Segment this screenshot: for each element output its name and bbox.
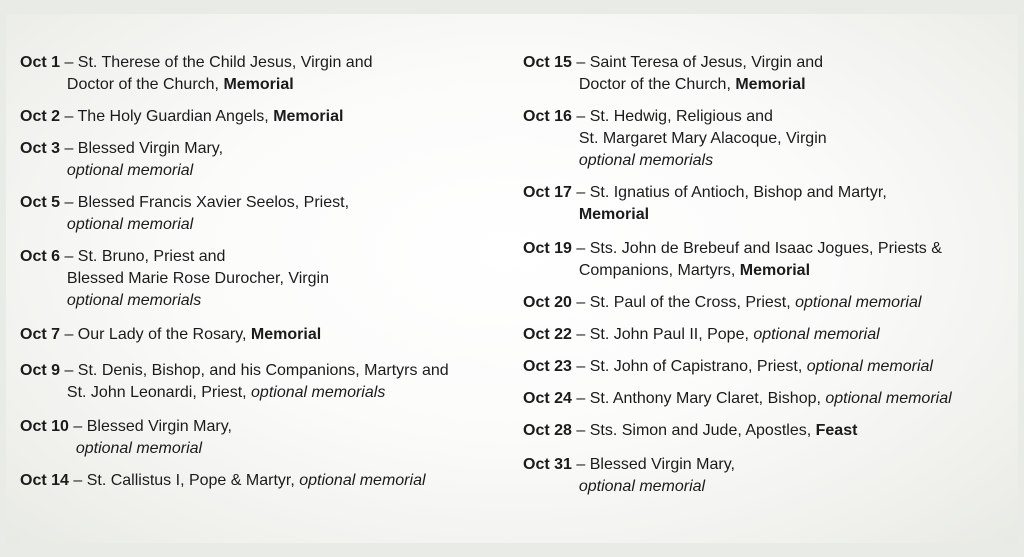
entry-line bbox=[20, 246, 329, 268]
entry-text: Doctor of the Church, bbox=[578, 76, 736, 93]
entry-text: – Sts. John de Brebeuf and Isaac Jogues, Priests & bbox=[571, 240, 942, 257]
entry-text: Companions, Martyrs, bbox=[578, 262, 740, 279]
entry-line bbox=[20, 192, 349, 214]
entry-text: – Our Lady of the Rosary, bbox=[60, 326, 251, 343]
rank-italic: optional memorials bbox=[578, 152, 714, 169]
rank-bold: Memorial bbox=[273, 108, 344, 125]
calendar-entry bbox=[523, 356, 933, 378]
entry-line bbox=[523, 182, 887, 204]
entry-date: Oct 17 bbox=[523, 184, 572, 201]
entry-line bbox=[20, 416, 232, 438]
entry-date: Oct 1 bbox=[20, 54, 61, 71]
entry-date: Oct 7 bbox=[20, 326, 61, 343]
rank-italic: optional memorial bbox=[806, 358, 933, 375]
entry-date: Oct 15 bbox=[523, 54, 572, 71]
rank-bold: Feast bbox=[815, 422, 858, 439]
calendar-entry bbox=[20, 192, 349, 236]
entry-line bbox=[523, 356, 933, 378]
entry-text: – Sts. Simon and Jude, Apostles, bbox=[571, 422, 816, 439]
entry-text: – The Holy Guardian Angels, bbox=[60, 108, 274, 125]
entry-date: Oct 5 bbox=[20, 194, 61, 211]
rank-italic: optional memorial bbox=[578, 478, 706, 495]
entry-text: – Blessed Virgin Mary, bbox=[60, 140, 224, 157]
entry-text: St. John Leonardi, Priest, bbox=[66, 384, 252, 401]
entry-line bbox=[20, 290, 329, 312]
calendar-entry bbox=[523, 388, 952, 410]
entry-date: Oct 19 bbox=[523, 240, 572, 257]
entry-line bbox=[20, 214, 349, 236]
entry-text: – Blessed Virgin Mary, bbox=[571, 456, 735, 473]
entry-date: Oct 10 bbox=[20, 418, 69, 435]
rank-bold: Memorial bbox=[578, 206, 650, 223]
entry-date: Oct 9 bbox=[20, 362, 61, 379]
calendar-entry bbox=[523, 420, 857, 442]
rank-bold: Memorial bbox=[223, 76, 294, 93]
entry-line bbox=[20, 360, 449, 382]
entry-text: – Blessed Virgin Mary, bbox=[68, 418, 232, 435]
calendar-entry bbox=[20, 52, 373, 96]
entry-text: – St. Bruno, Priest and bbox=[60, 248, 226, 265]
entry-date: Oct 22 bbox=[523, 326, 572, 343]
entry-date: Oct 3 bbox=[20, 140, 61, 157]
rank-italic: optional memorials bbox=[66, 292, 202, 309]
entry-line bbox=[523, 52, 823, 74]
entry-text: – St. Anthony Mary Claret, Bishop, bbox=[571, 390, 826, 407]
calendar-entry bbox=[20, 246, 329, 312]
entry-date: Oct 2 bbox=[20, 108, 61, 125]
entry-line bbox=[20, 438, 232, 460]
entry-line bbox=[523, 74, 823, 96]
calendar-entry bbox=[523, 182, 887, 226]
entry-line bbox=[523, 238, 942, 260]
entry-text: – St. Paul of the Cross, Priest, bbox=[571, 294, 796, 311]
rank-italic: optional memorials bbox=[251, 384, 386, 401]
entry-line bbox=[523, 420, 857, 442]
entry-line bbox=[523, 388, 952, 410]
entry-text: St. Margaret Mary Alacoque, Virgin bbox=[578, 130, 827, 147]
entry-line bbox=[20, 382, 449, 404]
entry-line bbox=[20, 52, 373, 74]
calendar-entry bbox=[20, 106, 343, 128]
calendar-entry bbox=[523, 106, 827, 172]
entry-text: – St. Hedwig, Religious and bbox=[571, 108, 773, 125]
entry-text: – St. Callistus I, Pope & Martyr, bbox=[68, 472, 300, 489]
entry-text: Doctor of the Church, bbox=[66, 76, 224, 93]
entry-line bbox=[523, 324, 880, 346]
rank-italic: optional memorial bbox=[825, 390, 952, 407]
entry-date: Oct 20 bbox=[523, 294, 572, 311]
rank-italic: optional memorial bbox=[753, 326, 880, 343]
calendar-entry bbox=[20, 416, 232, 460]
entry-line bbox=[20, 138, 223, 160]
rank-bold: Memorial bbox=[739, 262, 811, 279]
rank-italic: optional memorial bbox=[66, 216, 194, 233]
calendar-entry bbox=[523, 292, 921, 314]
entry-line bbox=[523, 292, 921, 314]
entry-text: – St. Ignatius of Antioch, Bishop and Martyr, bbox=[571, 184, 887, 201]
entry-line bbox=[523, 106, 827, 128]
calendar-entry bbox=[20, 138, 223, 182]
entry-text: – St. John of Capistrano, Priest, bbox=[571, 358, 807, 375]
entry-text: – St. John Paul II, Pope, bbox=[571, 326, 754, 343]
entry-text: – St. Denis, Bishop, and his Companions, Martyrs and bbox=[60, 362, 449, 379]
calendar-entry bbox=[20, 324, 321, 346]
calendar-entry bbox=[523, 324, 880, 346]
entry-line bbox=[20, 106, 343, 128]
rank-bold: Memorial bbox=[735, 76, 806, 93]
calendar-entry bbox=[523, 454, 735, 498]
entry-date: Oct 28 bbox=[523, 422, 572, 439]
rank-italic: optional memorial bbox=[299, 472, 426, 489]
rank-italic: optional memorial bbox=[795, 294, 922, 311]
entry-text: – Saint Teresa of Jesus, Virgin and bbox=[571, 54, 824, 71]
entry-date: Oct 24 bbox=[523, 390, 572, 407]
entry-date: Oct 6 bbox=[20, 248, 61, 265]
entry-line bbox=[523, 454, 735, 476]
entry-date: Oct 16 bbox=[523, 108, 572, 125]
calendar-entry bbox=[523, 52, 823, 96]
rank-italic: optional memorial bbox=[66, 162, 194, 179]
entry-text: Blessed Marie Rose Durocher, Virgin bbox=[66, 270, 329, 287]
entry-text: – St. Therese of the Child Jesus, Virgin and bbox=[60, 54, 373, 71]
entry-line bbox=[20, 470, 426, 492]
entry-line bbox=[523, 260, 942, 282]
entry-date: Oct 14 bbox=[20, 472, 69, 489]
calendar-entry bbox=[523, 238, 942, 282]
entry-line bbox=[20, 324, 321, 346]
entry-line bbox=[523, 476, 735, 498]
entry-line bbox=[20, 74, 373, 96]
entry-date: Oct 31 bbox=[523, 456, 572, 473]
entry-line bbox=[523, 150, 827, 172]
entry-line bbox=[523, 128, 827, 150]
rank-bold: Memorial bbox=[250, 326, 322, 343]
calendar-entry bbox=[20, 470, 426, 492]
entry-line bbox=[523, 204, 887, 226]
entry-line bbox=[20, 268, 329, 290]
calendar-page bbox=[6, 14, 1018, 543]
entry-line bbox=[20, 160, 223, 182]
calendar-entry bbox=[20, 360, 449, 404]
rank-italic: optional memorial bbox=[75, 440, 203, 457]
entry-text: – Blessed Francis Xavier Seelos, Priest, bbox=[60, 194, 350, 211]
entry-date: Oct 23 bbox=[523, 358, 572, 375]
